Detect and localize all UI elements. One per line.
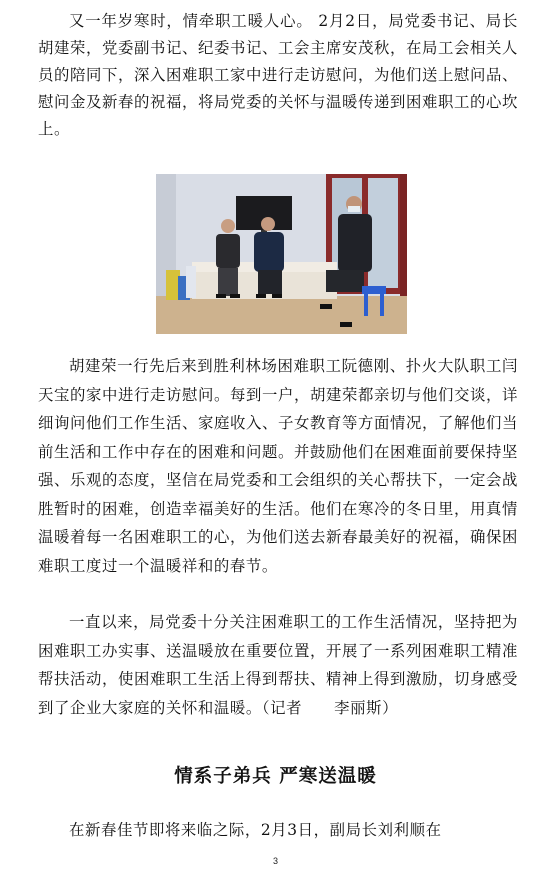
visit-photo	[156, 174, 407, 334]
section-heading: 情系子弟兵 严寒送温暖	[174, 766, 377, 787]
visit-photo-illustration	[156, 174, 407, 334]
article-paragraph-2: 胡建荣一行先后来到胜利林场困难职工阮德刚、扑火大队职工闫天宝的家中进行走访慰问。每到一户，胡建荣都亲切与他们交谈，详细询问他们工作生活、家庭收入、子女教育等方面情况，了解他们当前生活和工作中存在的困难和问题。并鼓励他们在困难面前要保持坚强、乐观的态度，坚信在局党委和工会组织的关心帮扶下，一定会战胜暂时的困难，创造幸福美好的生活。他们在寒冷的冬日里，用真情温暖着每一名困难职工的心，为他们送去新春最美好的祝福，确保困难职工度过一个温暖祥和的春节。	[38, 357, 518, 575]
next-article-paragraph-1: 在新春佳节即将来临之际，2月3日，副局长刘利顺在	[69, 821, 442, 839]
article-paragraph-1: 又一年岁寒时，情牵职工暖人心。 2月2日，局党委书记、局长胡建荣，党委副书记、纪委书记、工会主席安茂秋，在局工会相关人员的陪同下，深入困难职工家中进行走访慰问，为他们送上慰问品、慰问金及新春的祝福，将局党委的关怀与温暖传递到困难职工的心坎上。	[38, 12, 518, 138]
article-paragraph-3: 一直以来，局党委十分关注困难职工的工作生活情况，坚持把为困难职工办实事、送温暖放在重要位置，开展了一系列困难职工精准帮扶活动，使困难职工生活上得到帮扶、精神上得到激励，切身感受到了企业大家庭的关怀和温暖。（记者 李丽斯）	[38, 613, 518, 717]
page-number: 3	[272, 856, 278, 866]
